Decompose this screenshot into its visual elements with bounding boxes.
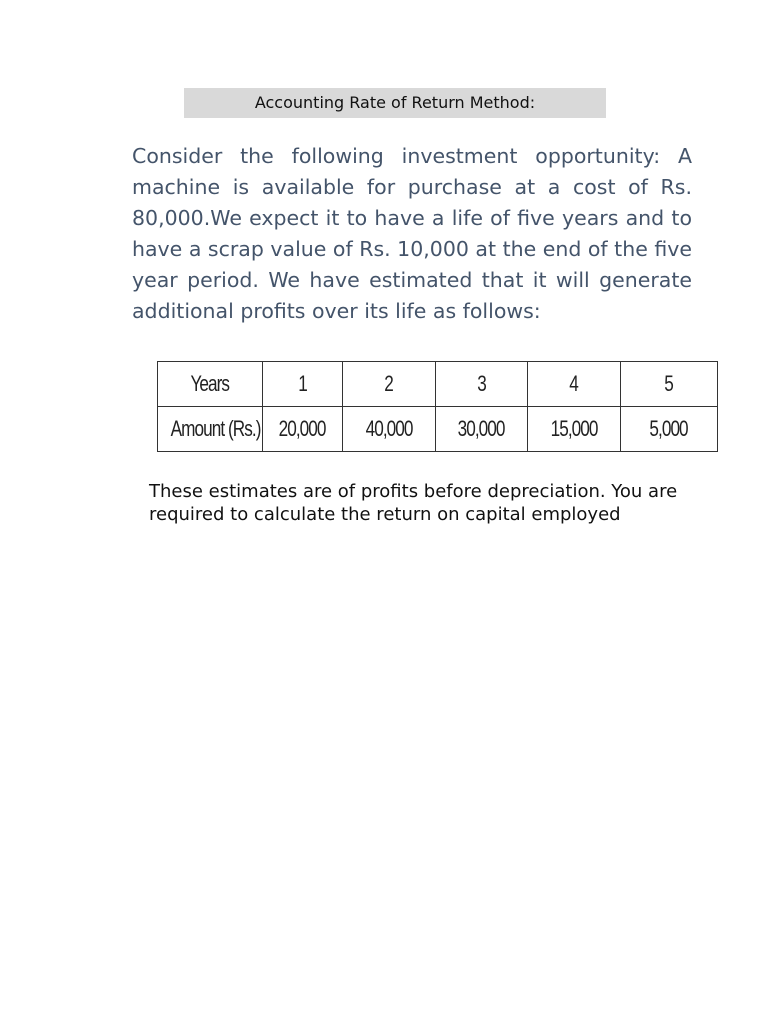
- table-amount-row: [158, 407, 718, 452]
- note-container: [149, 480, 678, 540]
- table-header-label: Years: [158, 362, 263, 407]
- table-row-label: Amount (Rs.): [158, 407, 263, 452]
- table-amount-cell: 30,000: [436, 407, 528, 452]
- profits-table: [157, 361, 718, 452]
- page-title: Accounting Rate of Return Method:: [184, 88, 606, 118]
- table-year-cell: 2: [343, 362, 436, 407]
- intro-container: [132, 141, 692, 341]
- table-amount-cell: 20,000: [263, 407, 343, 452]
- table-amount-cell: 5,000: [621, 407, 718, 452]
- table-amount-cell: 40,000: [343, 407, 436, 452]
- table-amount-cell: 15,000: [528, 407, 621, 452]
- table-year-cell: 4: [528, 362, 621, 407]
- table-year-cell: 1: [263, 362, 343, 407]
- table-year-cell: 5: [621, 362, 718, 407]
- table-header-row: [158, 362, 718, 407]
- note-paragraph: These estimates are of profits before depreciation. You are required to calculate the return on capital employed: [149, 481, 678, 525]
- table-year-cell: 3: [436, 362, 528, 407]
- profits-table-container: [157, 361, 689, 457]
- intro-paragraph: Consider the following investment opportunity: A machine is available for purchase at a cost of Rs. 80,000.We expect it to have a life of five years and to have a scrap value of Rs. 10,000 at the end of the five year period. We have estimated that it will generate additional profits over its life as follows:: [132, 144, 692, 323]
